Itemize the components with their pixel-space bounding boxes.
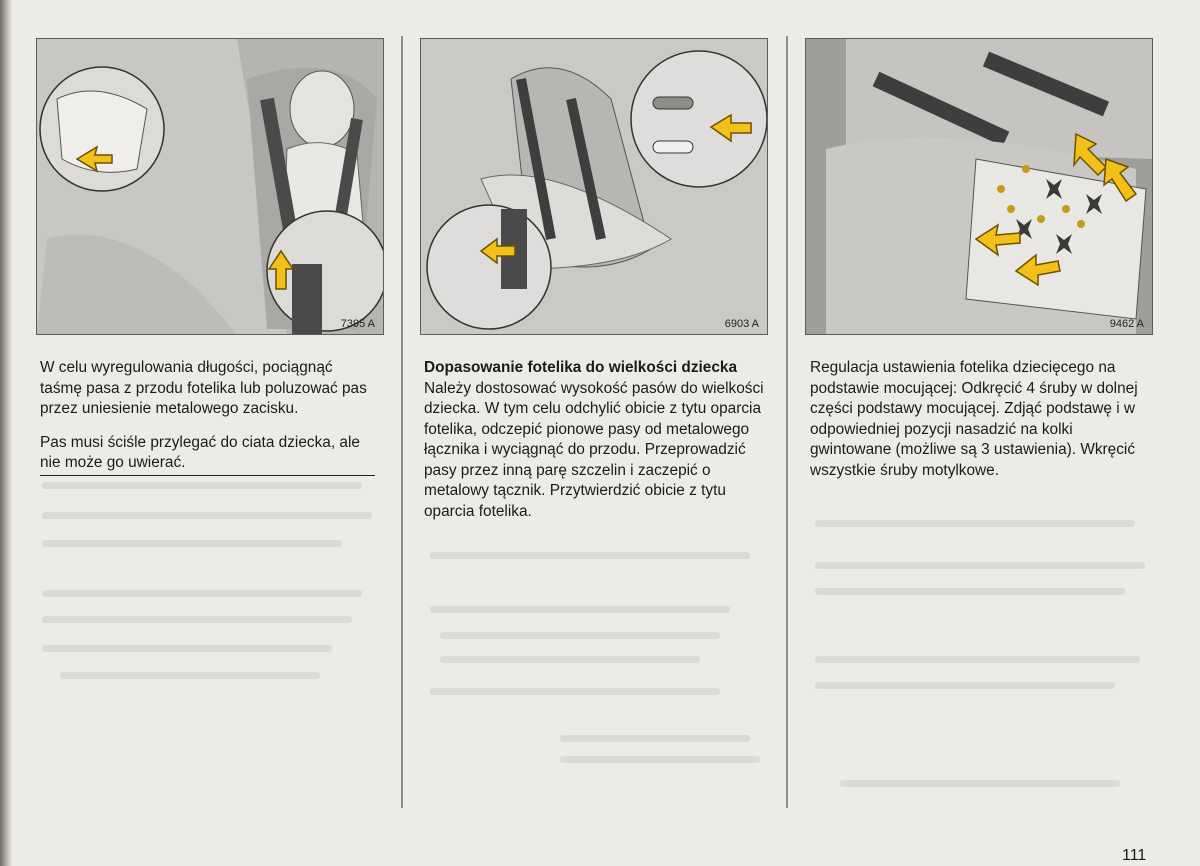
illustration-seat-back-belt-slots: [421, 39, 767, 334]
figure-code: 7395 A: [340, 318, 375, 330]
text-column-3: [810, 358, 1150, 481]
column-divider: [401, 36, 403, 808]
figure-belt-adjust: [36, 38, 384, 335]
figure-code: 9462 A: [1109, 318, 1144, 330]
column-divider: [786, 36, 788, 808]
illustration-seat-base-screws: [806, 39, 1152, 334]
section-heading: Dopasowanie fotelika do wielkości dziecka: [424, 359, 738, 376]
body-paragraph: Należy dostosować wysokość pasów do wielkości dziecka. W tym celu odchylić obicie z tytu oparcia fotelika, odczepić pionowe pasy od metalowego łącznika i wyciągnąć do przodu. Przeprowadzić pasy przez inną parę szczelin i zaczepić o metalowy tącznik. Przytwierdzić obicie z tytu oparcia fotelika.: [424, 379, 764, 520]
body-paragraph: Regulacja ustawienia fotelika dziecięcego na podstawie mocującej: Odkręcić 4 śruby w dolnej części podstawy mocującej. Zdjąć podstawę i w odpowiedniej pozycji nasadzić na kolki gwintowane (możliwe są 3 ustawienia). Wkręcić wszystkie śruby motylkowe.: [810, 359, 1138, 479]
illustration-child-seat-belt: [37, 39, 383, 334]
figure-code: 6903 A: [724, 318, 759, 330]
text-column-2: [424, 358, 769, 522]
body-paragraph: W celu wyregulowania długości, pociągnąć taśmę pasa z przodu fotelika lub poluzować pas przez uniesienie metalowego zacisku.: [40, 359, 367, 417]
page-spine-shadow: [0, 0, 12, 866]
figure-belt-height: [420, 38, 768, 335]
text-column-1: [40, 358, 375, 476]
warning-note: Pas musi ściśle przylegać do ciata dziecka, ale nie może go uwierać.: [40, 433, 375, 476]
page-number: 111: [1122, 847, 1147, 864]
figure-base-mount: [805, 38, 1153, 335]
